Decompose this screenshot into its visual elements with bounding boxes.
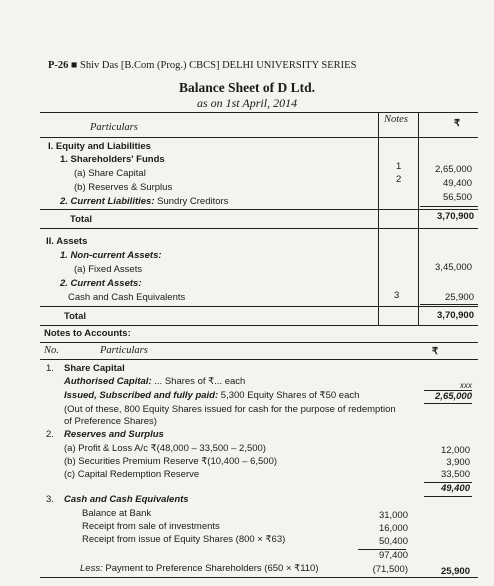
sundry-creditors-label: Sundry Creditors: [157, 196, 229, 207]
note-3-number: 3.: [46, 494, 54, 505]
note-2-a-amount: 12,000: [440, 445, 470, 456]
note-3-c: Receipt from issue of Equity Shares (800 × ₹63): [82, 534, 286, 545]
notes-col-particulars: Particulars: [100, 345, 148, 356]
note-2-c: (c) Capital Redemption Reserve: [64, 469, 200, 480]
total-1-label: Total: [70, 214, 92, 225]
notes-heading: Notes to Accounts:: [44, 328, 131, 339]
note-1-issued: Issued, Subscribed and fully paid: 5,300 Equity Shares of ₹50 each: [64, 390, 360, 401]
note-1-authorised-amount: xxx: [460, 381, 472, 390]
cash-note: 3: [394, 290, 400, 301]
total-2-amount: 3,70,900: [437, 310, 474, 321]
note-2-b-amount: 3,900: [446, 457, 470, 468]
note-1-line-3: (Out of these, 800 Equity Shares issued for cash for the purpose of redemption: [64, 404, 396, 415]
total-1-amount: 3,70,900: [437, 211, 474, 222]
note-3-b: Receipt from sale of investments: [82, 521, 220, 532]
current-liabilities-row: [60, 196, 228, 207]
col-notes: Notes: [384, 114, 408, 125]
shareholders-heading: 1. Shareholders' Funds: [60, 154, 165, 165]
noncurrent-heading: 1. Non-current Assets:: [60, 250, 162, 261]
cash-amount: 25,900: [444, 292, 474, 303]
assets-heading: II. Assets: [46, 236, 88, 247]
note-2-title: Reserves and Surplus: [64, 429, 164, 440]
page-subtitle: as on 1st April, 2014: [196, 96, 298, 110]
reserves-label: (b) Reserves & Surplus: [74, 182, 173, 193]
note-3-c-amount: 50,400: [378, 536, 408, 547]
creditors-amount: 56,500: [442, 192, 472, 203]
note-1-number: 1.: [46, 363, 54, 374]
note-3-total: 25,900: [440, 566, 470, 577]
fixed-assets-label: (a) Fixed Assets: [74, 264, 143, 275]
col-amount: ₹: [454, 118, 461, 129]
running-header: [48, 60, 356, 71]
page-ref: P-26: [48, 60, 69, 71]
current-assets-heading: 2. Current Assets:: [60, 278, 142, 289]
note-3-a: Balance at Bank: [82, 508, 152, 519]
notes-col-no: No.: [44, 345, 59, 356]
note-2-number: 2.: [46, 429, 54, 440]
fixed-assets-amount: 3,45,000: [435, 262, 472, 273]
current-liabilities-label: 2. Current Liabilities:: [60, 196, 155, 207]
note-3-less: Less: Payment to Preference Shareholders (650 × ₹110): [80, 563, 319, 574]
equity-heading: I. Equity and Liabilities: [48, 141, 151, 152]
note-3-b-amount: 16,000: [378, 523, 408, 534]
share-capital-label: (a) Share Capital: [74, 168, 146, 179]
share-capital-amount: 2,65,000: [435, 164, 472, 175]
note-2-a: (a) Profit & Loss A/c ₹(48,000 – 33,500 – 2,500): [64, 443, 266, 454]
col-particulars: Particulars: [90, 122, 138, 133]
note-3-less-amount: (71,500): [372, 564, 408, 575]
note-3-title: Cash and Cash Equivalents: [64, 494, 189, 505]
note-1-issued-amount: 2,65,000: [435, 391, 472, 402]
cash-label: Cash and Cash Equivalents: [68, 292, 186, 303]
reserves-amount: 49,400: [442, 178, 472, 189]
note-2-total: 49,400: [440, 483, 470, 494]
reserves-note: 2: [396, 174, 402, 185]
total-2-label: Total: [64, 311, 86, 322]
notes-col-amount: ₹: [432, 346, 439, 357]
note-1-authorised: Authorised Capital: ... Shares of ₹... each: [64, 376, 246, 387]
note-2-b: (b) Securities Premium Reserve ₹(10,400 – 6,500): [64, 456, 278, 467]
series-title: Shiv Das [B.Com (Prog.) CBCS] DELHI UNIVERSITY SERIES: [80, 60, 357, 71]
note-1-title: Share Capital: [64, 363, 125, 374]
page-title: Balance Sheet of D Ltd.: [178, 80, 316, 95]
note-3-a-amount: 31,000: [378, 510, 408, 521]
note-1-line-4: of Preference Shares): [64, 416, 157, 427]
bullet-icon: ■: [71, 60, 78, 71]
share-capital-note: 1: [396, 161, 402, 172]
note-2-c-amount: 33,500: [440, 469, 470, 480]
note-3-subtotal: 97,400: [378, 550, 408, 561]
